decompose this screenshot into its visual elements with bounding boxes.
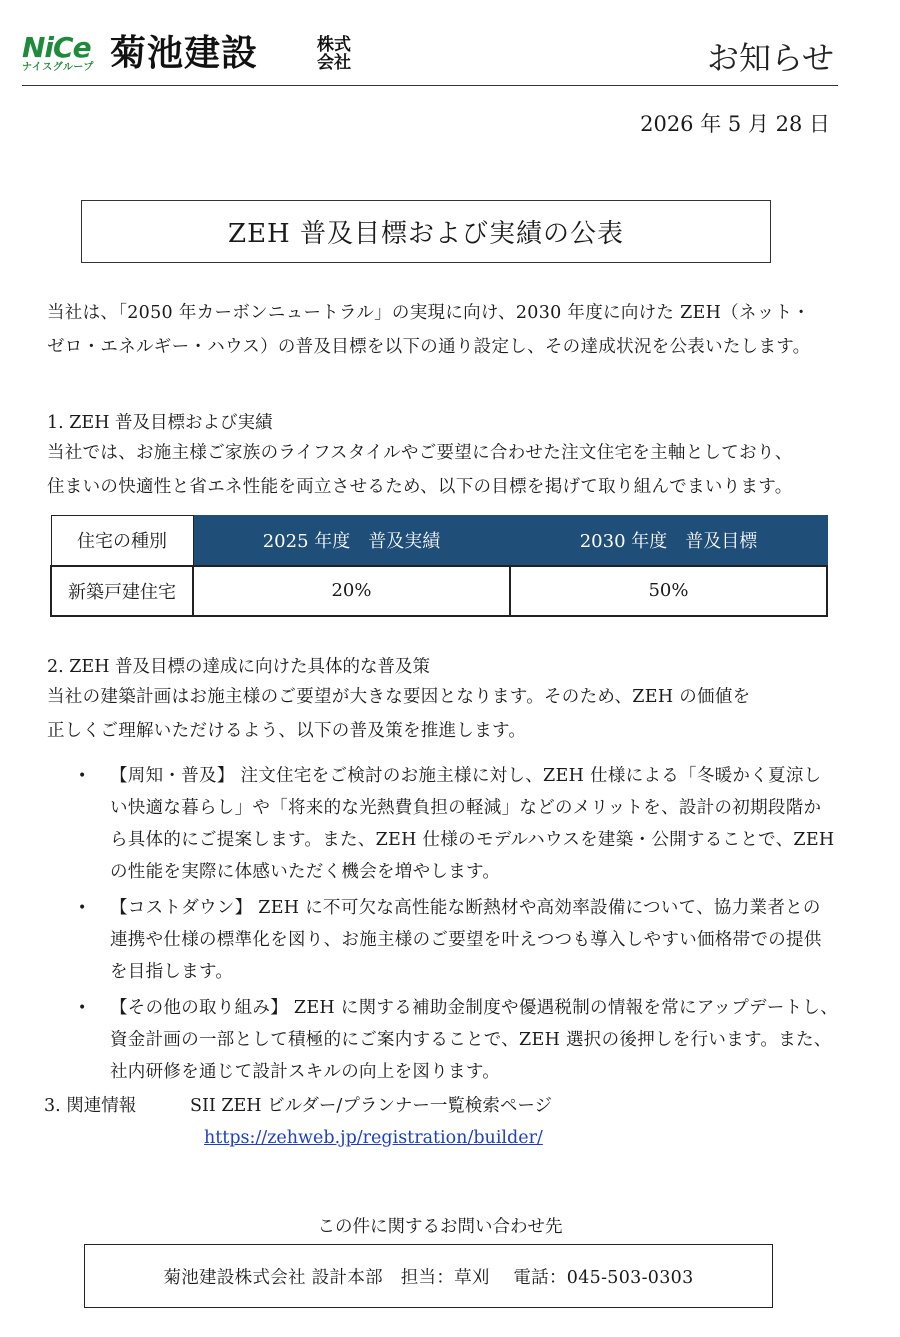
table-row	[51, 566, 827, 616]
bullet-icon: •	[78, 900, 87, 916]
section1-line: 住まいの快適性と省エネ性能を両立させるため、以下の目標を掲げて取り組んでまいります。	[47, 477, 793, 497]
section1-paragraph	[47, 436, 847, 504]
list-item	[78, 760, 838, 888]
logo-wordmark: NiCe	[22, 31, 91, 64]
section2-heading: 2. ZEH 普及目標の達成に向けた具体的な普及策	[47, 657, 431, 677]
related-page-title: SII ZEH ビルダー/プランナー一覧検索ページ	[190, 1096, 552, 1116]
document-title-text: ZEH 普及目標および実績の公表	[228, 219, 624, 249]
contact-heading: この件に関するお問い合わせ先	[317, 1217, 563, 1237]
notice-label: お知らせ	[706, 39, 834, 77]
document-date: 2026 年 5 月 28 日	[640, 112, 830, 136]
table-header-row	[51, 516, 827, 566]
list-item	[78, 992, 838, 1088]
company-name-logo: 菊池建設	[110, 33, 259, 74]
table-header-cell: 2030 年度 普及目標	[510, 516, 827, 566]
contact-box	[84, 1244, 773, 1308]
table-cell: 50%	[510, 566, 827, 616]
document-title	[81, 200, 771, 263]
table-cell: 新築戸建住宅	[51, 566, 193, 616]
measures-list	[78, 760, 838, 1088]
table-header-cell: 住宅の種別	[51, 516, 193, 566]
logo-subtitle: ナイスグループ	[22, 62, 94, 73]
intro-paragraph	[47, 296, 847, 364]
zeh-target-table	[50, 515, 828, 617]
bullet-icon: •	[78, 1000, 87, 1016]
bullet-icon: •	[78, 768, 87, 784]
section2-line: 正しくご理解いただけるよう、以下の普及策を推進します。	[47, 721, 527, 741]
section2-paragraph	[47, 680, 847, 748]
related-page-link[interactable]: https://zehweb.jp/registration/builder/	[204, 1128, 543, 1148]
header-divider	[22, 85, 838, 86]
nice-group-logo	[22, 31, 94, 74]
contact-details: 菊池建設株式会社 設計本部 担当：草刈 電話：045-503-0303	[163, 1267, 694, 1288]
company-suffix	[310, 36, 358, 72]
section1-line: 当社では、お施主様ご家族のライフスタイルやご要望に合わせた注文住宅を主軸としており、	[47, 443, 793, 463]
list-item-text: 【コストダウン】 ZEH に不可欠な高性能な断熱材や高効率設備について、協力業者との連携や仕様の標準化を図り、お施主様のご要望を叶えつつも導入しやすい価格帯での提供を目指します。	[110, 898, 822, 982]
list-item-text: 【周知・普及】 注文住宅をご検討のお施主様に対し、ZEH 仕様による「冬暖かく夏涼しい快適な暮らし」や「将来的な光熱費負担の軽減」などのメリットを、設計の初期段階から具体的にご提案します。また、ZEH 仕様のモデルハウスを建築・公開することで、ZEH の性能を実際に体感いただく機会を増やします。	[110, 766, 835, 882]
company-suffix-line2: 会社	[317, 53, 351, 73]
intro-line: ゼロ・エネルギー・ハウス）の普及目標を以下の通り設定し、その達成状況を公表いたします。	[47, 337, 811, 357]
section1-heading: 1. ZEH 普及目標および実績	[47, 413, 273, 433]
section3-heading: 3. 関連情報	[44, 1096, 137, 1116]
table-header-cell: 2025 年度 普及実績	[193, 516, 510, 566]
section2-line: 当社の建築計画はお施主様のご要望が大きな要因となります。そのため、ZEH の価値を	[47, 687, 751, 707]
intro-line: 当社は、「2050 年カーボンニュートラル」の実現に向け、2030 年度に向けた ZEH（ネット・	[47, 303, 811, 323]
list-item	[78, 892, 838, 988]
company-suffix-line1: 株式	[317, 35, 351, 55]
list-item-text: 【その他の取り組み】 ZEH に関する補助金制度や優遇税制の情報を常にアップデートし、資金計画の一部として積極的にご案内することで、ZEH 選択の後押しを行います。また、社内研修を通じて設計スキルの向上を図ります。	[110, 998, 838, 1082]
table-cell: 20%	[193, 566, 510, 616]
